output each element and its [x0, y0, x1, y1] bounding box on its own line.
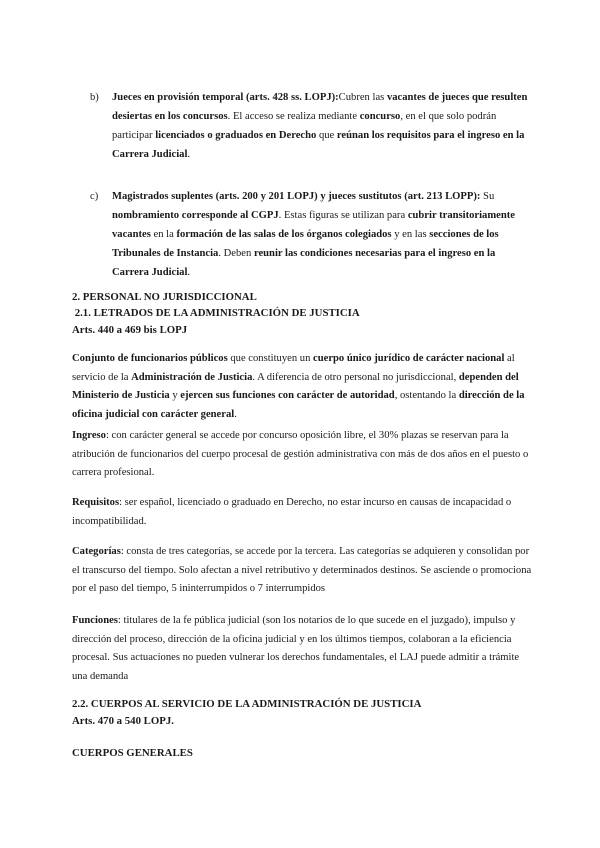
bold-text-run: Administración de Justicia — [131, 371, 253, 383]
articles-reference-2-2: Arts. 470 a 540 LOPJ. — [72, 715, 174, 727]
bold-text-run: Requisitos — [72, 497, 120, 508]
bold-text-run: reunir las condiciones necesarias para el ingreso en la Carrera Judicial — [112, 248, 496, 278]
articles-reference-2-1: Arts. 440 a 469 bis LOPJ — [72, 324, 188, 336]
text-run: Cubren las — [338, 92, 387, 103]
subheading-cuerpos-generales: CUERPOS GENERALES — [72, 747, 193, 759]
text-run: . — [234, 408, 237, 420]
paragraph-ingreso — [72, 427, 532, 483]
section-heading-2: 2. PERSONAL NO JURISDICCIONAL — [72, 291, 257, 303]
text-run: y en las — [391, 229, 430, 240]
bold-text-run: ejercen sus funciones con carácter de autoridad — [180, 390, 395, 401]
bold-text-run: dependen del Ministerio de Justicia — [72, 371, 519, 401]
bold-text-run: vacantes de jueces que resulten desiertas en los concursos — [112, 92, 528, 122]
paragraph-funciones — [72, 612, 532, 686]
bold-text-run: dirección de la oficina judicial con carácter general — [72, 390, 525, 420]
section-heading-2-2: 2.2. CUERPOS AL SERVICIO DE LA ADMINISTRACIÓN DE JUSTICIA — [72, 698, 422, 710]
bold-text-run: Conjunto de funcionarios públicos — [72, 353, 228, 364]
bold-text-run: concurso — [359, 111, 401, 122]
list-marker: c) — [90, 191, 99, 202]
list-item-text — [112, 88, 532, 164]
paragraph-categorias — [72, 543, 532, 599]
bold-text-run: nombramiento corresponde al CGPJ — [112, 210, 279, 221]
bold-text-run: Ingreso — [72, 430, 106, 441]
text-run: y — [169, 390, 181, 401]
text-run: . A diferencia de otro personal no jurisdiccional, — [252, 371, 459, 383]
bold-text-run: cuerpo único jurídico de carácter nacional — [313, 353, 505, 364]
bold-text-run: reúnan los requisitos para el ingreso en la Carrera Judicial — [112, 130, 525, 160]
text-run: , en el que solo podrán participar — [112, 111, 497, 141]
text-run: . Estas figuras se utilizan para — [278, 210, 408, 221]
list-item-c — [92, 187, 532, 282]
text-run: . — [187, 149, 191, 160]
bold-text-run: cubrir transitoriamente vacantes — [112, 210, 516, 240]
text-run: . Deben — [218, 248, 254, 259]
section-heading-2-1: 2.1. LETRADOS DE LA ADMINISTRACIÓN DE JUSTICIA — [72, 307, 360, 319]
text-run: que constituyen un — [227, 353, 314, 364]
text-run: : titulares de la fe pública judicial (son los notarios de lo que sucede en el juzgado), impulso y dirección del proceso, dirección de la oficina judicial y en los últimos tiempos, colaboran a la eficiencia procesal. Sus actuaciones no pueden vulnerar los derechos fundamentales, el LAJ puede admitir a trámite una demanda — [72, 615, 520, 682]
list-item-text — [112, 187, 532, 282]
list-item-b — [92, 88, 532, 164]
text-run: , ostentando la — [394, 390, 459, 401]
text-run: . El acceso se realiza mediante — [227, 111, 360, 122]
paragraph-conjunto — [72, 350, 532, 424]
bold-text-run: Categorías — [72, 546, 121, 557]
text-run: : consta de tres categorías, se accede por la tercera. Las categorías se adquieren y consolidan por el transcurso del tiempo. Solo afectan a nivel retributivo y determinados destinos. Se asciende o promociona por el paso del tiempo, 5 ininterrumpidos o 7 interrumpidos — [72, 546, 532, 594]
text-run: al servicio de la — [72, 353, 515, 383]
paragraph-requisitos — [72, 494, 532, 531]
bold-text-run: secciones de los Tribunales de Instancia — [112, 229, 499, 259]
bold-text-run: formación de las salas de los órganos colegiados — [176, 229, 392, 240]
text-run: . — [187, 267, 191, 278]
text-run: : con carácter general se accede por concurso oposición libre, el 30% plazas se reservan para la atribución de funcionarios del cuerpo procesal de gestión administrativa con más de dos años en el puesto o carrera profesional. — [72, 430, 529, 478]
text-run: en la — [150, 229, 177, 240]
text-run: Su — [480, 191, 495, 202]
bold-text-run: Jueces en provisión temporal (arts. 428 ss. LOPJ): — [112, 92, 339, 103]
bold-text-run: Magistrados suplentes (arts. 200 y 201 LOPJ) y jueces sustitutos (art. 213 LOPP): — [112, 191, 481, 202]
text-run: : ser español, licenciado o graduado en Derecho, no estar incurso en causas de incapacidad o incompatibilidad. — [72, 497, 512, 527]
bold-text-run: licenciados o graduados en Derecho — [155, 130, 317, 141]
list-marker: b) — [90, 92, 99, 103]
text-run: que — [316, 130, 337, 141]
bold-text-run: Funciones — [72, 615, 118, 626]
